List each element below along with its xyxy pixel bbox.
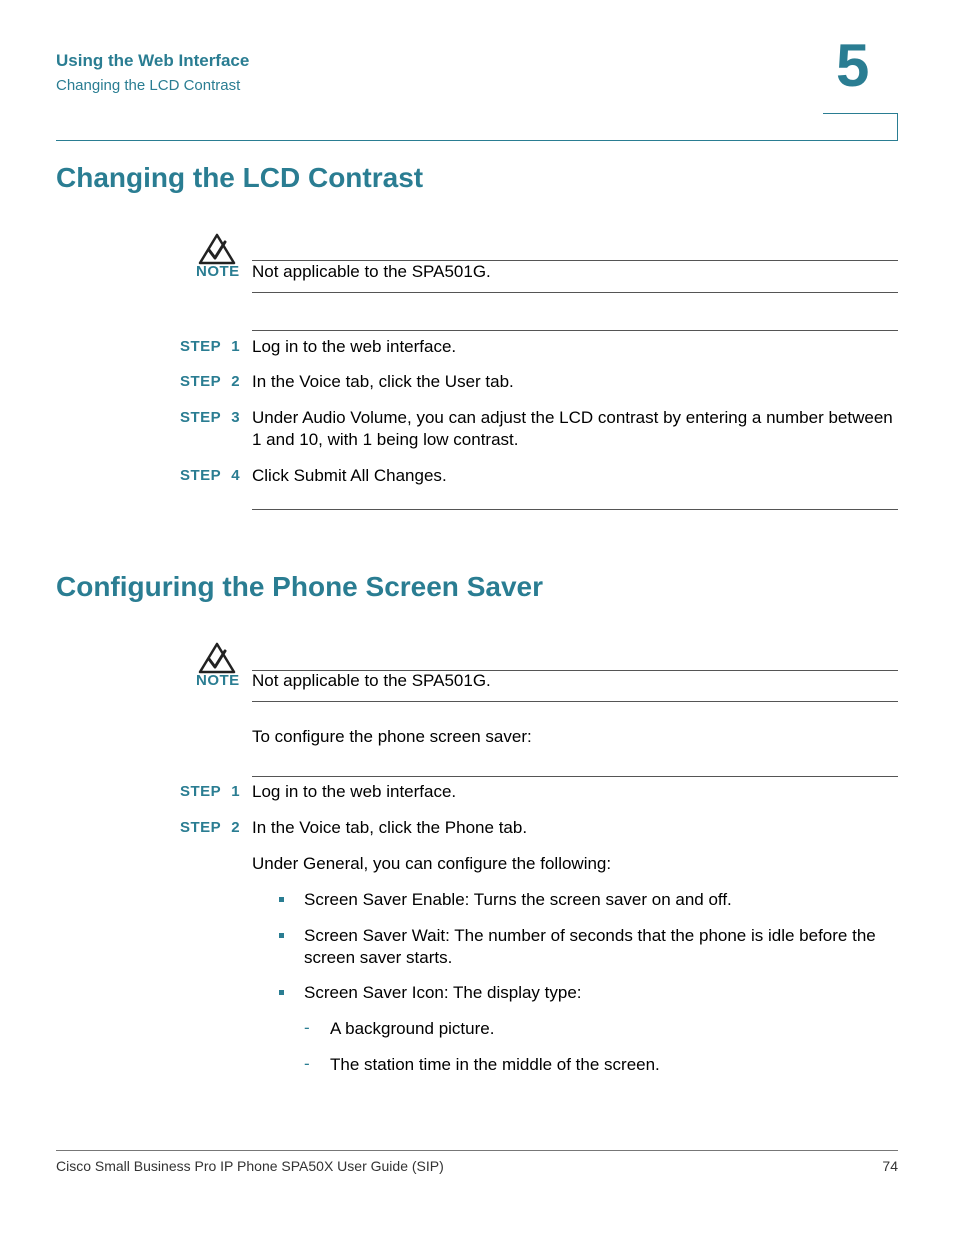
step-text: Under Audio Volume, you can adjust the LCD contrast by entering a number between 1 and 10, with 1 being low contrast.: [252, 408, 893, 449]
note-bottom-rule: [252, 701, 898, 702]
step-text: In the Voice tab, click the Phone tab.: [252, 818, 528, 837]
page-number: 74: [882, 1158, 898, 1174]
bullet-marker: [279, 990, 284, 995]
steps-top-rule: [252, 330, 898, 331]
bullet-marker: [279, 933, 284, 938]
note-bottom-rule: [252, 292, 898, 293]
step-label: STEP 4: [180, 467, 241, 484]
step-label: STEP 2: [180, 373, 241, 390]
ui-term: Voice: [299, 372, 341, 391]
footer-divider: [56, 1150, 898, 1151]
step-text: Log in to the web interface.: [252, 337, 457, 356]
note-label: NOTE: [196, 263, 240, 280]
step-label: STEP 3: [180, 409, 241, 426]
sub-item: The station time in the middle of the screen.: [330, 1055, 660, 1074]
header-divider: [56, 140, 898, 141]
ui-term: Voice: [299, 818, 341, 837]
step-text: Log in to the web interface.: [252, 782, 457, 801]
section-heading-screen-saver: Configuring the Phone Screen Saver: [56, 571, 543, 602]
steps-bottom-rule: [252, 509, 898, 510]
step-label: STEP 2: [180, 819, 241, 836]
bullet-marker: [279, 897, 284, 902]
general-text: Under General, you can configure the following:: [252, 854, 612, 873]
note-check-icon: [198, 642, 236, 674]
running-section-title: Changing the LCD Contrast: [56, 77, 241, 94]
chapter-number: 5: [836, 32, 870, 99]
ui-term: General: [303, 854, 364, 873]
ui-term: Phone: [444, 818, 494, 837]
chapter-tab-frame: [823, 113, 898, 140]
step-label: STEP 1: [180, 783, 241, 800]
dash-marker: -: [304, 1054, 310, 1073]
bullet-item: Screen Saver Wait: The number of seconds that the phone is idle before the screen saver starts.: [304, 926, 876, 967]
step-label: STEP 1: [180, 338, 241, 355]
bullet-item: Screen Saver Icon: The display type:: [304, 983, 582, 1002]
note-text: Not applicable to the SPA501G.: [252, 262, 491, 281]
ui-term: User: [444, 372, 481, 391]
step-text: In the Voice tab, click the User tab.: [252, 372, 514, 391]
dash-marker: -: [304, 1018, 310, 1037]
chapter-title: Using the Web Interface: [56, 51, 250, 70]
note-text: Not applicable to the SPA501G.: [252, 671, 491, 690]
section-heading-lcd-contrast: Changing the LCD Contrast: [56, 162, 424, 193]
intro-text: To configure the phone screen saver:: [252, 727, 532, 746]
bullet-item: Screen Saver Enable: Turns the screen saver on and off.: [304, 890, 732, 909]
note-check-icon: [198, 233, 236, 265]
sub-item: A background picture.: [330, 1019, 495, 1038]
ui-term: Submit All Changes: [293, 466, 442, 485]
steps-top-rule: [252, 776, 898, 777]
footer-title: Cisco Small Business Pro IP Phone SPA50X User Guide (SIP): [56, 1158, 444, 1174]
ui-term: Audio Volume: [302, 408, 407, 427]
step-text: Click Submit All Changes.: [252, 466, 447, 485]
note-label: NOTE: [196, 672, 240, 689]
